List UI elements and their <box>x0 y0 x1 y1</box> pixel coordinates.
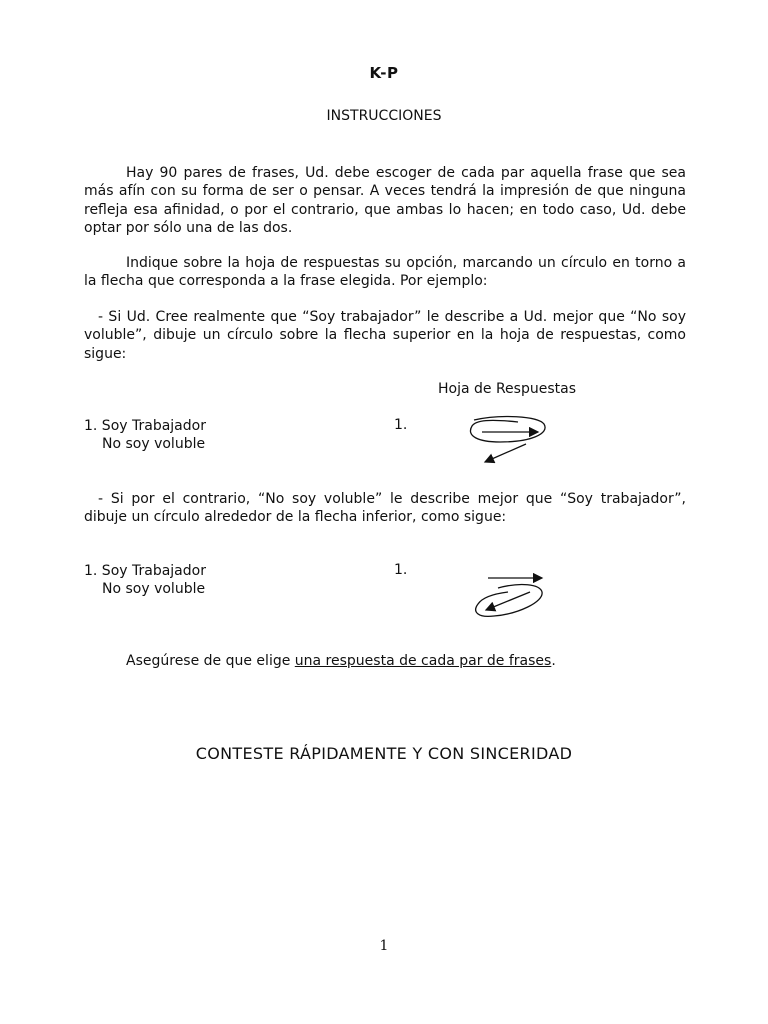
example-2-number: 1. <box>394 562 408 578</box>
closing-heading: CONTESTE RÁPIDAMENTE Y CON SINCERIDAD <box>195 744 573 763</box>
example-2-text-body: - Si por el contrario, “No soy voluble” le describe mejor que “Soy trabajador”, dibuje un círculo alrededor de la flecha inferior, como sigue: <box>84 491 686 526</box>
example-1-item <box>84 417 206 454</box>
example-2-item <box>84 562 206 599</box>
example-1-number: 1. <box>394 417 408 433</box>
example-2-item-line-2: No soy voluble <box>102 581 206 598</box>
example-1-item-line-1: 1. Soy Trabajador <box>84 418 206 434</box>
example-2-item-line-1: 1. Soy Trabajador <box>84 563 206 579</box>
circled-lower-arrow-icon <box>468 566 558 624</box>
page-number: 1 <box>379 938 389 954</box>
paragraph-intro <box>84 164 686 238</box>
answer-sheet-label: Hoja de Respuestas <box>438 381 576 397</box>
example-2-text <box>84 490 686 527</box>
paragraph-intro-text: Hay 90 pares de frases, Ud. debe escoger de cada par aquella frase que sea más afín con su forma de ser o pensar. A veces tendrá la impresión de que ninguna refleja esa afinidad, o por el contrario, que ambas lo hacen; en todo caso, Ud. debe optar por sólo una de las dos. <box>84 165 686 237</box>
example-1-text <box>84 308 686 363</box>
document-title: K-P <box>369 64 399 82</box>
reminder-text-before: Asegúrese de que elige <box>126 653 295 669</box>
example-1-item-line-2: No soy voluble <box>102 436 206 453</box>
reminder-underlined-text: una respuesta de cada par de frases <box>294 653 552 669</box>
paragraph-instructions-text: Indique sobre la hoja de respuestas su opción, marcando un círculo en torno a la flecha que corresponda a la frase elegida. Por ejemplo: <box>84 255 686 290</box>
paragraph-instructions <box>84 254 686 291</box>
example-1-text-body: - Si Ud. Cree realmente que “Soy trabajador” le describe a Ud. mejor que “No soy voluble”, dibuje un círculo sobre la flecha superior en la hoja de respuestas, como sigue: <box>84 309 686 362</box>
circled-upper-arrow-icon <box>460 410 560 472</box>
reminder-text-after: . <box>551 653 556 669</box>
instructions-heading: INSTRUCCIONES <box>326 108 442 124</box>
reminder <box>84 652 686 670</box>
